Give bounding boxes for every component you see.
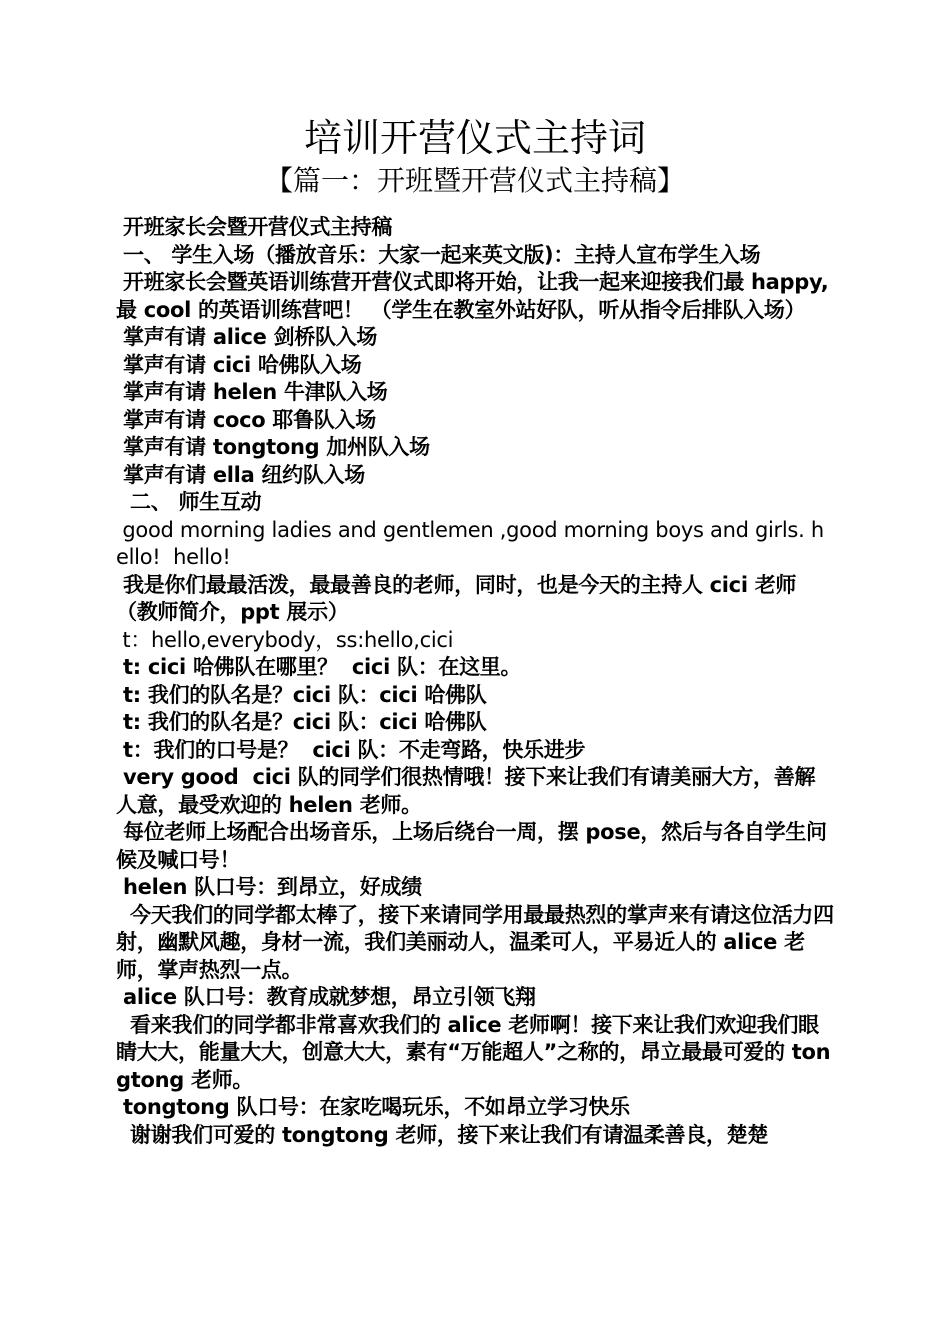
body-line: t: cici 哈佛队在哪里？ cici 队：在这里。 <box>116 655 522 679</box>
body-line: 一、 学生入场（播放音乐：大家一起来英文版)：主持人宣布学生入场 <box>116 242 761 267</box>
body-line: 每位老师上场配合出场音乐，上场后绕台一周，摆 pose，然后与各自学生问候及喊口号！ <box>116 820 827 872</box>
body-line: very good cici 队的同学们很热情哦！接下来让我们有请美丽大方，善解人意，最受欢迎的 helen 老师。 <box>116 765 816 817</box>
document-title: 培训开营仪式主持词 <box>303 116 646 160</box>
body-line: t：我们的口号是？ cici 队：不走弯路，快乐进步 <box>116 737 586 762</box>
body-line: t：hello,everybody，ss:hello,cici <box>116 627 454 652</box>
body-line: alice 队口号：教育成就梦想，昂立引领飞翔 <box>116 985 536 1009</box>
body-line: 掌声有请 cici 哈佛队入场 <box>116 352 362 377</box>
body-line: 二、 师生互动 <box>116 490 262 514</box>
body-line: 谢谢我们可爱的 tongtong 老师，接下来让我们有请温柔善良，楚楚 <box>116 1122 769 1147</box>
body-line: helen 队口号：到昂立，好成绩 <box>116 875 422 899</box>
body-line: t: 我们的队名是？cici 队：cici 哈佛队 <box>116 710 487 734</box>
body-line: 看来我们的同学都非常喜欢我们的 alice 老师啊！接下来让我们欢迎我们眼睛大大，能量大大，创意大大，素有“万能超人”之称的，昂立最最可爱的 tongtong 老师。 <box>116 1012 831 1092</box>
body-line: 开班家长会暨英语训练营开营仪式即将开始，让我一起来迎接我们最 happy,最 cool 的英语训练营吧！ （学生在教室外站好队，听从指令后排队入场） <box>116 270 829 322</box>
body-line: tongtong 队口号：在家吃喝玩乐，不如昂立学习快乐 <box>116 1095 630 1119</box>
body-line: good morning ladies and gentlemen ,good morning boys and girls. hello! hello! <box>116 517 824 569</box>
body-line: 开班家长会暨开营仪式主持稿 <box>116 215 393 239</box>
body-line: t: 我们的队名是？cici 队：cici 哈佛队 <box>116 682 487 707</box>
body-line: 今天我们的同学都太棒了，接下来请同学用最最热烈的掌声来有请这位活力四射，幽默风趣，身材一流，我们美丽动人，温柔可人，平易近人的 alice 老师，掌声热烈一点。 <box>116 902 834 982</box>
body-line: 掌声有请 alice 剑桥队入场 <box>116 325 378 349</box>
body-line: 我是你们最最活泼，最最善良的老师，同时，也是今天的主持人 cici 老师（教师简介，ppt 展示） <box>116 572 797 624</box>
body-line: 掌声有请 coco 耶鲁队入场 <box>116 407 376 432</box>
body-line: 掌声有请 tongtong 加州队入场 <box>116 435 430 459</box>
document-body <box>116 214 834 1149</box>
document-subtitle: 【篇一：开班暨开营仪式主持稿】 <box>264 164 685 197</box>
body-line: 掌声有请 helen 牛津队入场 <box>116 380 388 404</box>
body-line: 掌声有请 ella 纽约队入场 <box>116 462 365 487</box>
